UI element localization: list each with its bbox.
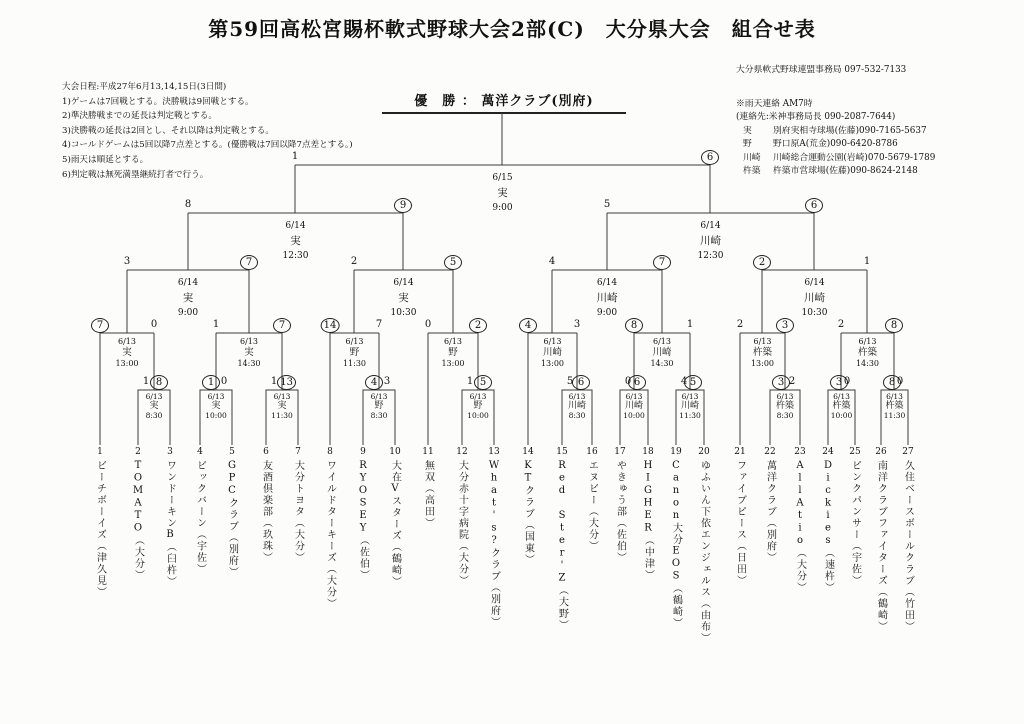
note-schedule: 大会日程:平成27年6月13,14,15日(3日間) (62, 82, 227, 92)
score-right: 7 (375, 319, 383, 330)
team-column (477, 447, 511, 712)
team-name: HIGHER︵中津︶ (642, 460, 654, 581)
match-date: 6/14 (285, 221, 306, 231)
team-name: 久住ベースボールクラブ︵竹田︶ (902, 460, 914, 633)
team-column (723, 447, 757, 712)
match-time: 13:00 (540, 359, 565, 368)
match-date: 6/13 (207, 392, 225, 401)
match-date: 6/13 (118, 337, 136, 346)
venue-abbr: 野 (743, 139, 752, 149)
team-number: 25 (849, 447, 861, 457)
score-left: 1 (212, 319, 220, 330)
score-left: 3 (830, 375, 848, 390)
note-line: 1)ゲームは7回戦とする。決勝戦は9回戦とする。 (62, 96, 254, 107)
match-label (698, 219, 724, 264)
match-date: 6/14 (700, 221, 721, 231)
match-label (178, 276, 198, 321)
match-date: 6/13 (625, 392, 643, 401)
score-left: 8 (184, 199, 192, 210)
score-right: 0 (150, 319, 158, 330)
match-venue: 実 (211, 400, 221, 411)
team-name: 友酒倶楽部︵玖珠︶ (260, 460, 272, 564)
team-number: 17 (614, 447, 626, 457)
match-date: 6/13 (444, 337, 462, 346)
team-number: 19 (670, 447, 682, 457)
score-right: 0 (220, 376, 228, 387)
match-venue: 川崎 (542, 347, 562, 358)
team-number: 4 (197, 447, 203, 457)
match-venue: 川崎 (680, 400, 699, 411)
note-line: 6)判定戦は無死満塁継続打者で行う。 (62, 169, 209, 180)
score-left: 7 (91, 318, 109, 333)
score-left: 4 (680, 376, 688, 387)
champion-label: 優 勝 (414, 94, 457, 109)
office-phone: 大分県軟式野球連盟事務局 097-532-7133 (736, 65, 907, 75)
team-name: ビーチボーイズ︵津久見︶ (94, 460, 106, 598)
match-label (679, 392, 701, 421)
score-left: 3 (772, 375, 790, 390)
match-label (371, 392, 388, 421)
match-time: 8:30 (370, 411, 388, 420)
score-right: 6 (805, 198, 823, 213)
match-label (441, 336, 464, 369)
score-right: 5 (444, 255, 462, 270)
match-venue: 野 (349, 347, 360, 358)
match-venue: 実 (122, 347, 132, 358)
team-number: 5 (229, 447, 235, 457)
match-venue: 杵築 (857, 347, 877, 358)
score-left: 1 (291, 151, 299, 162)
venue-detail: 杵築市営球場(佐藤)090-8624-2148 (773, 166, 918, 176)
match-time: 8:30 (568, 411, 586, 420)
team-name: AllAtio︵大分︶ (794, 460, 806, 594)
match-label (146, 392, 163, 421)
note-line: 4)コールドゲームは5回以降7点差とする。(優勝戦は7回以降7点差とする。) (62, 140, 353, 151)
match-date: 6/13 (145, 392, 163, 401)
team-name: ゆふいん下依エンジェルス︵由布︶ (698, 460, 710, 644)
match-time: 11:30 (271, 411, 293, 420)
page-title: 第59回高松宮賜杯軟式野球大会2部(C) 大分県大会 組合せ表 (208, 17, 816, 41)
team-number: 14 (522, 447, 534, 457)
score-left: 5 (566, 376, 574, 387)
team-number: 26 (875, 447, 887, 457)
team-number: 3 (167, 447, 173, 457)
venue-abbr: 実 (743, 125, 752, 136)
team-name: ピンクパンサー︵宇佐︶ (849, 460, 861, 587)
team-column (281, 447, 315, 712)
score-left: 14 (321, 318, 340, 333)
match-label (831, 392, 853, 421)
score-right: 7 (653, 255, 671, 270)
match-time: 8:30 (776, 411, 794, 420)
match-label (884, 392, 906, 421)
score-left: 4 (548, 256, 556, 267)
score-right: 6 (628, 375, 646, 390)
team-name: KTクラブ︵国東︶ (522, 460, 534, 566)
team-number: 8 (327, 447, 333, 457)
team-number: 27 (902, 447, 914, 457)
match-time: 14:30 (650, 359, 674, 368)
team-number: 7 (295, 447, 301, 457)
team-name: Canon大分EOS︵鶴崎︶ (670, 460, 682, 629)
team-name: Red Ster'Z︵大野︶ (556, 460, 568, 631)
match-label (467, 392, 489, 421)
match-date: 6/14 (393, 278, 414, 288)
match-time: 14:30 (237, 359, 261, 368)
match-time: 13:00 (115, 359, 139, 368)
score-right: 1 (686, 319, 694, 330)
match-venue: 杵築 (885, 400, 904, 411)
team-column (511, 447, 545, 712)
match-venue: 野 (448, 347, 458, 358)
team-name: エヌビー︵大分︶ (586, 460, 598, 552)
team-name: ファイブピース︵日田︶ (734, 460, 746, 587)
match-time: 10:00 (205, 411, 227, 420)
match-label (237, 336, 260, 369)
match-time: 9:00 (492, 203, 513, 213)
score-left: 8 (625, 318, 643, 333)
team-number: 12 (456, 447, 468, 457)
match-date: 6/13 (886, 392, 903, 401)
score-right: 9 (394, 198, 412, 213)
match-venue: 実 (244, 347, 254, 358)
team-number: 23 (794, 447, 806, 457)
match-time: 11:30 (883, 411, 906, 420)
score-left: 4 (519, 318, 537, 333)
match-label (205, 392, 227, 421)
match-date: 6/14 (177, 278, 199, 288)
team-column (378, 447, 412, 712)
team-number: 11 (422, 447, 434, 457)
score-right: 3 (776, 318, 794, 333)
team-number: 13 (488, 447, 500, 457)
match-venue: 川崎 (596, 292, 618, 304)
match-label (623, 392, 645, 421)
team-number: 24 (822, 447, 834, 457)
score-left: 8 (883, 375, 901, 390)
match-time: 11:30 (679, 411, 701, 420)
team-name: RYOSEY︵佐伯︶ (357, 460, 369, 581)
match-label (802, 276, 828, 321)
match-date: 6/13 (469, 392, 487, 401)
match-venue: 実 (497, 187, 508, 199)
team-name: ワイルドターキーズ︵大分︶ (324, 460, 336, 610)
match-label (597, 276, 618, 321)
match-label (391, 276, 417, 321)
match-time: 12:30 (697, 251, 724, 261)
match-label (751, 336, 774, 369)
match-date: 6/13 (858, 337, 877, 346)
score-right: 5 (684, 375, 702, 390)
match-label (271, 392, 293, 421)
score-left: 2 (350, 256, 358, 267)
team-column (249, 447, 283, 712)
team-number: 1 (97, 447, 103, 457)
match-venue: 実 (149, 400, 159, 411)
score-right: 7 (273, 318, 291, 333)
match-time: 13:00 (750, 359, 775, 368)
team-name: ワンドーキンB︵臼杵︶ (164, 460, 176, 588)
score-right: 7 (240, 255, 258, 270)
score-left: 2 (736, 319, 744, 330)
match-label (568, 392, 586, 421)
match-label (492, 171, 512, 216)
match-time: 10:00 (623, 411, 645, 420)
match-venue: 実 (277, 400, 287, 411)
team-column (753, 447, 787, 712)
team-column (183, 447, 217, 712)
score-left: 1 (202, 375, 220, 390)
score-right: 5 (474, 375, 492, 390)
match-date: 6/13 (543, 337, 562, 346)
match-venue: 杵築 (752, 347, 772, 358)
match-venue: 実 (182, 292, 194, 304)
score-left: 2 (837, 319, 845, 330)
match-venue: 実 (398, 292, 409, 304)
team-name: TOMATO︵大分︶ (132, 460, 144, 581)
match-date: 6/13 (681, 392, 699, 401)
team-name: Dickies︵速杵︶ (822, 460, 834, 594)
match-date: 6/13 (345, 337, 364, 346)
match-time: 9:00 (177, 308, 199, 318)
match-venue: 川崎 (700, 235, 721, 247)
team-number: 15 (556, 447, 568, 457)
match-venue: 杵築 (832, 400, 851, 411)
match-date: 6/13 (273, 392, 291, 401)
score-right: 2 (469, 318, 487, 333)
match-time: 10:00 (467, 411, 489, 420)
team-number: 18 (642, 447, 654, 457)
team-name: ビックバーン︵宇佐︶ (194, 460, 206, 575)
team-column (411, 447, 445, 712)
score-right: 6 (701, 150, 719, 165)
team-column (313, 447, 347, 712)
team-column (445, 447, 479, 712)
score-right: 2 (788, 376, 796, 387)
team-name: 大分トヨタ︵大分︶ (292, 460, 304, 564)
score-left: 3 (123, 256, 131, 267)
score-left: 1 (270, 376, 278, 387)
match-label (856, 336, 879, 369)
team-number: 9 (360, 447, 366, 457)
team-number: 20 (698, 447, 710, 457)
match-time: 12:30 (282, 251, 309, 261)
team-column (121, 447, 155, 712)
match-date: 6/13 (240, 337, 258, 346)
rain-contact: (連絡先:米神事務局長 090-2087-7644) (736, 112, 896, 122)
team-number: 6 (263, 447, 269, 457)
match-date: 6/13 (653, 337, 671, 346)
match-venue: 川崎 (652, 347, 672, 358)
team-name: GPCクラブ︵別府︶ (226, 460, 238, 578)
team-number: 10 (389, 447, 401, 457)
team-column (687, 447, 721, 712)
score-right: 3 (383, 376, 391, 387)
team-column (153, 447, 187, 712)
match-time: 9:00 (596, 308, 618, 318)
match-label (650, 336, 673, 369)
score-right: 13 (277, 375, 296, 390)
team-name: 南洋クラブファイターズ︵鶴崎︶ (875, 460, 887, 633)
team-number: 21 (734, 447, 746, 457)
match-label (115, 336, 138, 369)
team-column (891, 447, 925, 712)
match-venue: 実 (290, 235, 301, 247)
score-left: 0 (624, 376, 632, 387)
match-label (343, 336, 366, 369)
score-left: 4 (365, 375, 383, 390)
rain-notice: ※雨天連絡 AM7時 (736, 98, 813, 109)
team-column (215, 447, 249, 712)
note-line: 3)決勝戦の延長は2回とし、それ以降は判定戦とする。 (62, 125, 274, 136)
team-number: 22 (764, 447, 776, 457)
match-date: 6/13 (776, 392, 794, 401)
match-label (776, 392, 794, 421)
match-time: 14:30 (855, 359, 880, 368)
score-right: 8 (885, 318, 903, 333)
team-name: 無双︵高田︶ (422, 460, 434, 529)
venue-detail: 別府実相寺球場(佐藤)090-7165-5637 (773, 125, 927, 136)
match-time: 10:30 (390, 308, 417, 318)
team-column (83, 447, 117, 712)
score-right: 6 (572, 375, 590, 390)
team-name: 大在Vスターズ︵鶴崎︶ (389, 460, 401, 588)
match-date: 6/13 (833, 392, 850, 401)
match-date: 6/13 (753, 337, 772, 346)
score-right: 3 (573, 319, 581, 330)
match-date: 6/13 (370, 392, 388, 401)
venue-detail: 川崎総合運動公園(岩崎)070-5679-1789 (773, 152, 936, 163)
score-left: 2 (753, 255, 771, 270)
score-left: 0 (424, 319, 432, 330)
team-number: 16 (586, 447, 598, 457)
note-line: 2)準決勝戦までの延長は判定戦とする。 (62, 111, 217, 122)
team-column (346, 447, 380, 712)
score-right: 0 (896, 376, 904, 387)
venue-detail: 野口原A(荒金)090-6420-8786 (773, 139, 898, 149)
venue-abbr: 川崎 (743, 152, 761, 163)
match-time: 11:30 (342, 359, 367, 368)
score-left: 1 (466, 376, 474, 387)
match-time: 8:30 (145, 411, 163, 420)
team-name: やきゅう部︵佐伯︶ (614, 460, 626, 564)
team-name: 萬洋クラブ︵別府︶ (764, 460, 776, 564)
match-venue: 野 (473, 400, 483, 411)
score-right: 8 (150, 375, 168, 390)
match-date: 6/14 (804, 278, 825, 288)
champion-name: 萬洋クラブ(別府) (481, 94, 594, 109)
team-name: 大分赤十字病院︵大分︶ (456, 460, 468, 587)
match-label (541, 336, 564, 369)
team-name: What's?クラブ︵別府︶ (488, 460, 500, 628)
score-left: 5 (603, 199, 611, 210)
match-venue: 川崎 (804, 292, 825, 304)
match-venue: 杵築 (775, 400, 795, 411)
match-time: 10:30 (801, 308, 828, 318)
team-column (545, 447, 579, 712)
match-label (283, 219, 309, 264)
score-right: 0 (843, 376, 851, 387)
match-venue: 川崎 (567, 400, 587, 411)
champion-separator: ： (461, 94, 476, 109)
team-number: 2 (135, 447, 141, 457)
match-date: 6/15 (492, 173, 513, 183)
match-time: 10:00 (830, 411, 853, 420)
note-line: 5)雨天は順延とする。 (62, 154, 149, 165)
score-right: 1 (863, 256, 871, 267)
match-time: 13:00 (441, 359, 465, 368)
score-left: 1 (142, 376, 150, 387)
match-date: 6/13 (568, 392, 586, 401)
match-date: 6/14 (596, 278, 618, 288)
match-venue: 野 (374, 400, 384, 411)
match-venue: 川崎 (624, 400, 643, 411)
venue-abbr: 杵築 (743, 166, 761, 176)
